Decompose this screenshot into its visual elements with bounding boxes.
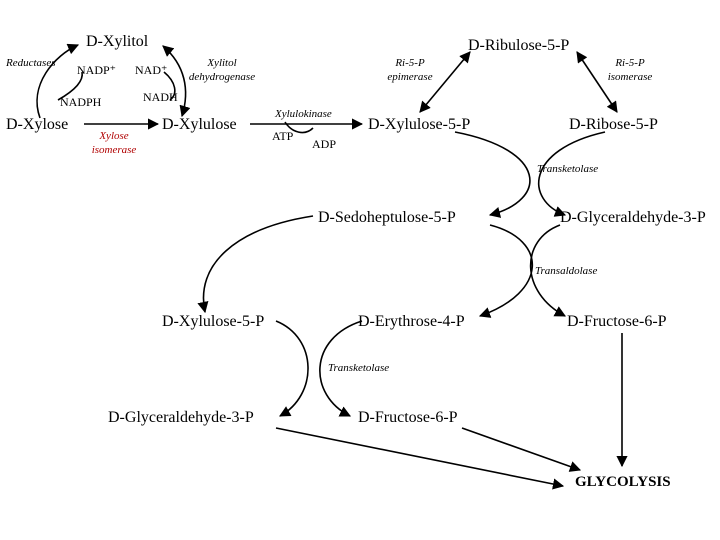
enzyme-r5p-epimerase-line1: Ri-5-P xyxy=(395,57,425,69)
arrow-xylulose-to-xylitol xyxy=(163,46,186,116)
metabolite-xylulose-5-p-mid: D-Xylulose-5-P xyxy=(162,313,265,330)
metabolite-fructose-6-p-mid: D-Fructose-6-P xyxy=(567,313,667,330)
enzyme-xylitol-dehydrogenase-line2: dehydrogenase xyxy=(188,71,256,83)
arc-transketolase1-left xyxy=(455,132,530,215)
metabolite-erythrose-4-p: D-Erythrose-4-P xyxy=(358,313,465,330)
enzyme-transaldolase: Transaldolase xyxy=(535,265,598,277)
arrow-f6p-bottom-to-glycolysis xyxy=(462,428,580,470)
enzyme-xylose-isomerase-line2: isomerase xyxy=(91,144,137,156)
cofactor-atp: ATP xyxy=(272,129,294,143)
glycolysis-label: GLYCOLYSIS xyxy=(575,474,671,490)
enzyme-transketolase-2: Transketolase xyxy=(328,362,390,374)
enzyme-xylose-isomerase-line1: Xylose xyxy=(99,130,129,142)
metabolite-glyceraldehyde-3-p-bottom: D-Glyceraldehyde-3-P xyxy=(108,409,254,426)
metabolite-ribose-5-p: D-Ribose-5-P xyxy=(569,116,658,133)
cofactor-adp: ADP xyxy=(312,137,337,151)
enzyme-reductases: Reductases xyxy=(6,57,56,69)
metabolite-xylitol: D-Xylitol xyxy=(86,33,149,50)
metabolite-fructose-6-p-bottom: D-Fructose-6-P xyxy=(358,409,458,426)
arrow-g3p-to-glycolysis xyxy=(276,428,563,486)
enzyme-xylitol-dehydrogenase-line1: Xylitol xyxy=(207,57,237,69)
metabolite-xylose: D-Xylose xyxy=(6,116,69,133)
arc-transaldolase-left xyxy=(480,225,532,316)
enzyme-r5p-isomerase-line2: isomerase xyxy=(607,71,653,83)
arc-transketolase2-left xyxy=(276,321,308,416)
cofactor-nadh: NADH xyxy=(143,90,178,104)
metabolite-glyceraldehyde-3-p-top: D-Glyceraldehyde-3-P xyxy=(560,209,706,226)
cofactor-nadp-plus: NADP⁺ xyxy=(77,63,117,77)
metabolite-sedoheptulose: D-Sedoheptulose-5-P xyxy=(318,209,456,226)
enzyme-r5p-isomerase-line1: Ri-5-P xyxy=(615,57,645,69)
cofactor-nadph: NADPH xyxy=(60,95,102,109)
enzyme-xylulokinase: Xylulokinase xyxy=(275,108,332,120)
arc-sedo-to-x5p xyxy=(203,216,313,312)
cofactor-nad-plus: NAD⁺ xyxy=(135,63,168,77)
metabolite-xylulose: D-Xylulose xyxy=(162,116,237,133)
enzyme-r5p-epimerase-line2: epimerase xyxy=(387,71,433,83)
metabolite-ribulose-5-p: D-Ribulose-5-P xyxy=(468,37,570,54)
enzyme-transketolase-1: Transketolase xyxy=(537,163,599,175)
metabolite-xylulose-5-p-top: D-Xylulose-5-P xyxy=(368,116,471,133)
